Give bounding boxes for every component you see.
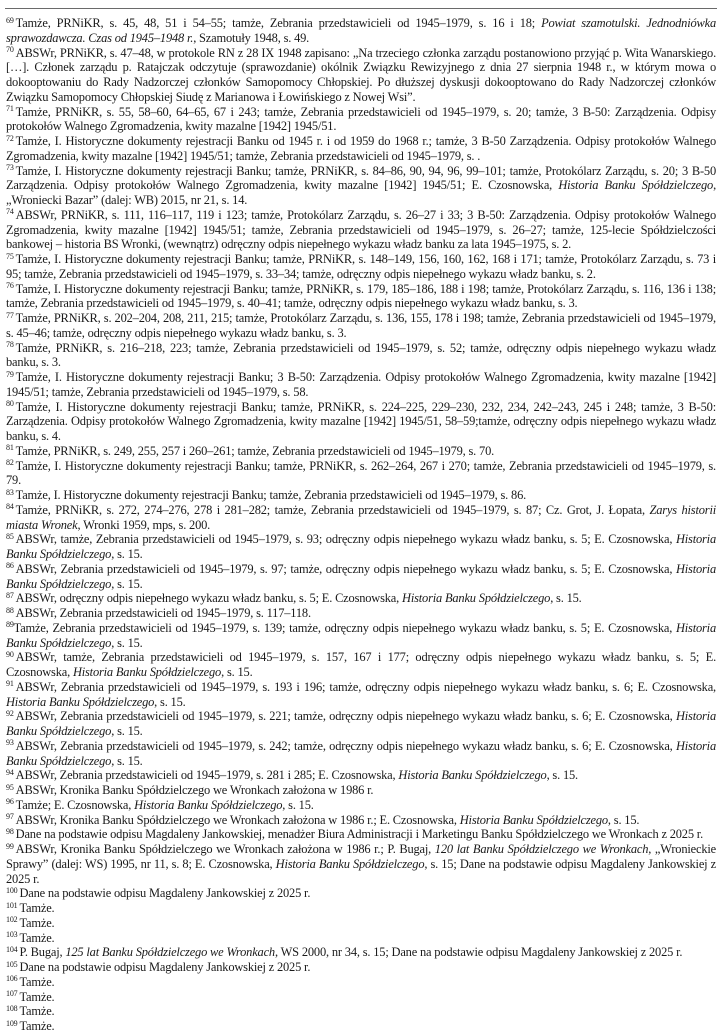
footnote-100 (6, 886, 716, 901)
footnote-text: , s. 15. (111, 724, 143, 738)
footnote-96 (6, 798, 716, 813)
footnote-95 (6, 783, 716, 798)
footnote-number: 76 (6, 281, 14, 290)
footnote-83 (6, 488, 716, 503)
footnote-72 (6, 134, 716, 164)
footnote-number: 109 (6, 1018, 18, 1028)
footnote-text: ABSWr, Zebrania przedstawicieli od 1945–1979, s. 281 i 285; E. Czosnowska, (15, 768, 399, 783)
footnote-title-italic: 125 lat Banku Spółdzielczego we Wronkach (65, 945, 275, 960)
footnote-98 (6, 827, 716, 842)
footnote-71 (6, 105, 716, 135)
footnote-text: , s. 15. (111, 576, 143, 591)
footnote-number: 79 (6, 369, 14, 379)
footnote-title-italic: Historia Banku Spółdzielczego (459, 812, 608, 827)
footnote-text: Tamże, PRNiKR, s. 249, 255, 257 i 260–261; tamże, Zebrania przedstawicieli od 1945–1979, s. 70. (15, 443, 495, 458)
footnote-text: , s. 15. (154, 694, 186, 709)
footnote-title-italic: Historia Banku Spółdzielczego (275, 856, 425, 871)
footnote-text: , WS 2000, nr 34, s. 15; Dane na podstawie odpisu Magdaleny Jankowskiej z 2025 r. (274, 945, 683, 960)
footnote-number: 69 (6, 15, 14, 25)
footnote-text: , s. 15. (546, 768, 578, 783)
footnote-text: Tamże. (19, 930, 55, 945)
footnote-73 (6, 164, 716, 208)
footnote-90 (6, 650, 716, 680)
footnote-85 (6, 532, 716, 562)
footnote-89 (6, 621, 716, 651)
footnote-88 (6, 606, 716, 621)
footnote-number: 78 (6, 340, 14, 349)
footnote-text: Dane na podstawie odpisu Magdaleny Jankowskiej z 2025 r. (19, 960, 311, 974)
footnote-number: 80 (6, 399, 14, 408)
footnote-109 (6, 1019, 716, 1034)
footnote-text: ABSWr, tamże, Zebrania przedstawicieli od 1945–1979, s. 157, 167 i 177; odręczny odpis niepełnego wykazu władz banku, s. 5; E. Czosnowska, (6, 650, 716, 679)
footnote-number: 87 (6, 590, 14, 600)
footnote-text: Tamże, I. Historyczne dokumenty rejestracji Banku; tamże, Zebrania przedstawicieli od 1945–1979, s. 86. (15, 488, 527, 502)
footnote-text: ABSWr, Zebrania przedstawicieli od 1945–1979, s. 242; tamże, odręczny odpis niepełnego wykazu władz banku, s. 6; E. Czosnowska, (15, 738, 676, 753)
footnote-title-italic: Historia Banku Spółdzielczego (134, 797, 283, 812)
footnote-text: Tamże, I. Historyczne dokumenty rejestracji Banku; tamże, PRNiKR, s. 179, 185–186, 188 i 198; tamże, Protokólarz Zarządu, s. 116, 136 i 138; tamże, Zebrania przedstawicieli od 1945–1979, s. 40–41; tamże, odręczny odpis niepełnego wykazu władz banku, s. 3. (6, 281, 716, 311)
footnote-number: 94 (6, 767, 14, 777)
footnote-105 (6, 960, 716, 975)
footnote-text: Tamże, PRNiKR, s. 216–218, 223; tamże, Zebrania przedstawicieli od 1945–1979, s. 52; tamże, odręczny odpis niepełnego wykazu władz banku, s. 3. (6, 340, 716, 370)
footnote-number: 82 (6, 458, 14, 467)
footnote-number: 107 (6, 989, 18, 998)
footnote-text: P. Bugaj, (19, 945, 66, 960)
footnote-76 (6, 282, 716, 312)
footnote-80 (6, 400, 716, 444)
footnote-number: 93 (6, 738, 14, 748)
footnote-106 (6, 975, 716, 990)
footnote-number: 95 (6, 782, 14, 792)
footnote-94 (6, 768, 716, 783)
footnote-number: 91 (6, 679, 14, 689)
footnote-79 (6, 370, 716, 400)
footnote-92 (6, 709, 716, 739)
footnote-text: Tamże. (19, 1019, 55, 1033)
footnote-text: Tamże. (19, 915, 55, 930)
footnote-title-italic: Historia Banku Spółdzielczego (402, 591, 551, 606)
footnote-text: Tamże, I. Historyczne dokumenty rejestracji Banku; tamże, PRNiKR, s. 262–264, 267 i 270; tamże, Zebrania przedstawicieli od 1945–1979, s. 79. (6, 458, 716, 488)
footnote-number: 108 (6, 1003, 18, 1013)
footnote-text: ABSWr, Kronika Banku Spółdzielczego we Wronkach założona w 1986 r.; E. Czosnowska, (15, 812, 460, 827)
footnote-text: ABSWr, tamże, Zebrania przedstawicieli od 1945–1979, s. 93; odręczny odpis niepełnego wykazu władz banku, s. 5; E. Czosnowska, (15, 532, 676, 547)
footnote-102 (6, 916, 716, 931)
footnote-separator-rule (5, 8, 717, 9)
footnote-text: , s. 15. (607, 812, 640, 827)
footnote-title-italic: 120 lat Banku Spółdzielczego we Wronkach (434, 842, 649, 856)
footnote-title-italic: Historia Banku Spółdzielczego (72, 665, 222, 679)
footnote-text: ABSWr, PRNiKR, s. 111, 116–117, 119 i 123; tamże, Protokólarz Zarządu, s. 26–27 i 33; 3 B-50: Zarządzenia. Odpisy protokołów Walnego Zgromadzenia, kwity mazalne [1942] 1945/51; tamże, Zebrania przedstawicieli od 1945–1979, s. 26–27; tamże, 125-lecie Spółdzielczości bankowej – historia BS Wronki, (wewnątrz) odręczny odpis niepełnego wykazu władz banku za lata 1945–1975, s. 2. (6, 207, 716, 252)
footnote-text: Tamże, I. Historyczne dokumenty rejestracji Banku od 1945 r. i od 1959 do 1968 r.; tamże, 3 B-50 Zarządzenia. Odpisy protokołów Walnego Zgromadzenia, kwity mazalne [1942] 1945/51; tamże, Zebrania przedstawicieli od 1945–1979, s. . (6, 134, 716, 163)
footnote-text: , Szamotuły 1948, s. 49. (193, 30, 310, 45)
footnote-text: Tamże, I. Historyczne dokumenty rejestracji Banku; 3 B-50: Zarządzenia. Odpisy protokołów Walnego Zgromadzenia, kwity mazalne [1942] 1945/51; tamże, Zebrania przedstawicieli od 1945–1979, s. 58. (6, 370, 716, 399)
footnote-number: 90 (6, 649, 14, 659)
footnote-108 (6, 1004, 716, 1019)
footnote-text: , s. 15. (111, 547, 143, 561)
footnote-text: ABSWr, Kronika Banku Spółdzielczego we Wronkach założona w 1986 r.; P. Bugaj, (15, 842, 435, 856)
footnote-title-italic: Historia Banku Spółdzielczego (558, 178, 714, 193)
footnote-text: Tamże. (19, 989, 55, 1004)
footnote-text: Tamże, Zebrania przedstawicieli od 1945–1979, s. 139; tamże, odręczny odpis niepełnego wykazu władz banku, s. 5; E. Czosnowska, (13, 620, 676, 635)
footnote-number: 84 (6, 502, 14, 512)
footnote-number: 104 (6, 944, 18, 954)
footnote-title-italic: Historia Banku Spółdzielczego (6, 709, 716, 738)
footnote-text: Dane na podstawie odpisu Magdaleny Jankowskiej, menadżer Biura Administracji i Marketingu Banku Spółdzielczego we Wronkach z 2025 r. (15, 827, 704, 842)
footnote-text: Tamże. (19, 1004, 55, 1019)
footnote-103 (6, 931, 716, 946)
footnote-title-italic: Historia Banku Spółdzielczego (6, 694, 155, 709)
footnote-number: 70 (6, 45, 14, 54)
footnote-number: 75 (6, 251, 14, 261)
footnote-number: 98 (6, 826, 14, 836)
footnote-number: 97 (6, 812, 14, 821)
footnote-number: 85 (6, 531, 14, 541)
footnote-number: 100 (6, 885, 18, 895)
footnote-number: 81 (6, 443, 14, 453)
footnote-81 (6, 444, 716, 459)
footnote-91 (6, 680, 716, 710)
footnote-text: ABSWr, odręczny odpis niepełnego wykazu władz banku, s. 5; E. Czosnowska, (15, 591, 403, 606)
footnote-number: 102 (6, 915, 18, 925)
footnote-number: 89 (6, 620, 14, 630)
footnote-75 (6, 252, 716, 282)
footnote-number: 77 (6, 310, 14, 320)
footnote-78 (6, 341, 716, 371)
footnote-107 (6, 990, 716, 1005)
footnotes-list (6, 16, 716, 1034)
footnote-number: 96 (6, 797, 14, 807)
footnote-87 (6, 591, 716, 606)
footnote-text: ABSWr, Zebrania przedstawicieli od 1945–1979, s. 97; tamże, odręczny odpis niepełnego wykazu władz banku, s. 5; E. Czosnowska, (15, 561, 676, 576)
footnote-number: 74 (6, 207, 14, 217)
footnote-text: ABSWr, PRNiKR, s. 47–48, w protokole RN z 28 IX 1948 zapisano: „Na trzeciego członka zarządu postanowiono przyjąć p. Wita Wanarskiego. […]. Członek zarządu p. Ratajczak odczytuje (sprawozdanie) okólnik Związku Rewizyjnego z dnia 27 sierpnia 1948 r., w którym mowa o dokooptowaniu do Rady Nadzorczej członków Samopomocy Chłopskiej. Po dłuższej dyskusji dokooptowano do Rady Nadzorczej członków Związku Samopomocy Chłopskiej Siudę z Marianowa i Łowińskiego z Nowej Wsi”. (6, 45, 716, 104)
footnote-text: , s. 15; Dane na podstawie odpisu Magdaleny Jankowskiej z 2025 r. (6, 856, 716, 886)
footnote-text: , Wronki 1959, mps, s. 200. (77, 517, 211, 532)
footnote-text: Tamże, PRNiKR, s. 272, 274–276, 278 i 281–282; tamże, Zebrania przedstawicieli od 1945–1979, s. 87; Cz. Grot, J. Łopata, (15, 502, 650, 517)
footnote-title-italic: Zarys historii miasta Wronek (6, 502, 716, 532)
footnote-text: , „Wroniecki Bazar” (dalej: WB) 2015, nr 21, s. 14. (6, 178, 716, 207)
footnote-text: Tamże; E. Czosnowska, (15, 797, 135, 812)
footnote-101 (6, 901, 716, 916)
footnote-97 (6, 813, 716, 828)
footnote-number: 106 (6, 974, 18, 984)
footnote-text: Dane na podstawie odpisu Magdaleny Jankowskiej z 2025 r. (19, 886, 311, 901)
footnote-number: 83 (6, 487, 14, 497)
footnote-number: 105 (6, 959, 18, 969)
footnote-text: Tamże, I. Historyczne dokumenty rejestracji Banku; tamże, PRNiKR, s. 84–86, 90, 94, 96, 99–101; tamże, Protokólarz Zarządu, s. 20; 3 B-50 Zarządzenia. Odpisy protokołów Walnego Zgromadzenia, kwity mazalne [1942] 1945/51; E. Czosnowska, (6, 163, 716, 193)
footnote-99 (6, 842, 716, 886)
footnote-text: Tamże, I. Historyczne dokumenty rejestracji Banku; tamże, PRNiKR, s. 148–149, 156, 160, 162, 168 i 171; tamże, Protokólarz Zarządu, s. 73 i 95; tamże, Zebrania przedstawicieli od 1945–1979, s. 33–34; tamże, odręczny odpis niepełnego wykazu władz banku, s. 2. (6, 252, 716, 281)
footnote-number: 92 (6, 708, 14, 718)
footnote-74 (6, 208, 716, 252)
footnote-text: ABSWr, Zebrania przedstawicieli od 1945–1979, s. 117–118. (15, 606, 311, 620)
footnote-text: ABSWr, Kronika Banku Spółdzielczego we Wronkach założona w 1986 r. (15, 783, 374, 797)
footnote-number: 72 (6, 133, 14, 143)
footnote-text: Tamże. (19, 901, 55, 915)
footnote-number: 71 (6, 104, 14, 113)
footnote-104 (6, 945, 716, 960)
footnote-title-italic: Powiat szamotulski. Jednodniówka sprawozdawcza. Czas od 1945–1948 r. (6, 16, 716, 45)
footnote-text: ABSWr, Zebrania przedstawicieli od 1945–1979, s. 193 i 196; tamże, odręczny odpis niepełnego wykazu władz banku, s. 6; E. Czosnowska, (15, 679, 716, 694)
footnote-text: ABSWr, Zebrania przedstawicieli od 1945–1979, s. 221; tamże, odręczny odpis niepełnego wykazu władz banku, s. 6; E. Czosnowska, (15, 709, 676, 724)
footnote-text: Tamże, PRNiKR, s. 55, 58–60, 64–65, 67 i 243; tamże, Zebrania przedstawicieli od 1945–1979, s. 20; tamże, 3 B-50: Zarządzenia. Odpisy protokołów Walnego Zgromadzenia, kwity mazalne [1942] 1945/51. (6, 104, 716, 134)
footnote-text: , s. 15. (111, 753, 143, 768)
footnote-number: 101 (6, 900, 18, 910)
footnote-number: 86 (6, 561, 14, 571)
footnote-title-italic: Historia Banku Spółdzielczego (6, 620, 716, 650)
footnote-title-italic: Historia Banku Spółdzielczego (398, 768, 547, 783)
footnote-text: , s. 15. (111, 635, 143, 650)
footnote-text: Tamże, PRNiKR, s. 45, 48, 51 i 54–55; tamże, Zebrania przedstawicieli od 1945–1979, s. 16 i 18; (15, 16, 542, 30)
footnote-text: , „Wronieckie Sprawy” (dalej: WS) 1995, nr 11, s. 8; E. Czosnowska, (6, 842, 716, 871)
footnote-number: 103 (6, 930, 18, 939)
footnote-text: , s. 15. (282, 797, 314, 812)
footnote-number: 99 (6, 841, 14, 851)
footnote-text: Tamże, I. Historyczne dokumenty rejestracji Banku; tamże, PRNiKR, s. 224–225, 229–230, 232, 234, 242–243, 245 i 248; tamże, 3 B-50: Zarządzenia. Odpisy protokołów Walnego Zgromadzenia, kwity mazalne [1942] 1945/51, 58–59;tamże, odręczny odpis niepełnego wykazu władz banku, s. 4. (6, 399, 716, 443)
footnote-84 (6, 503, 716, 533)
footnote-title-italic: Historia Banku Spółdzielczego (6, 561, 716, 591)
footnote-number: 88 (6, 605, 14, 615)
footnote-86 (6, 562, 716, 592)
footnote-number: 73 (6, 163, 14, 172)
footnote-text: Tamże. (19, 974, 55, 989)
footnote-69 (6, 16, 716, 46)
footnote-77 (6, 311, 716, 341)
footnote-82 (6, 459, 716, 489)
footnote-title-italic: Historia Banku Spółdzielczego (6, 738, 716, 768)
footnote-title-italic: Historia Banku Spółdzielczego (6, 532, 716, 561)
footnote-93 (6, 739, 716, 769)
footnote-text: Tamże, PRNiKR, s. 202–204, 208, 211, 215; tamże, Protokólarz Zarządu, s. 136, 155, 178 i 198; tamże, Zebrania przedstawicieli od 1945–1979, s. 45–46; tamże, odręczny odpis niepełnego wykazu władz banku, s. 3. (6, 311, 716, 340)
footnote-text: , s. 15. (221, 665, 253, 679)
footnote-text: , s. 15. (550, 591, 582, 606)
footnote-70 (6, 46, 716, 105)
